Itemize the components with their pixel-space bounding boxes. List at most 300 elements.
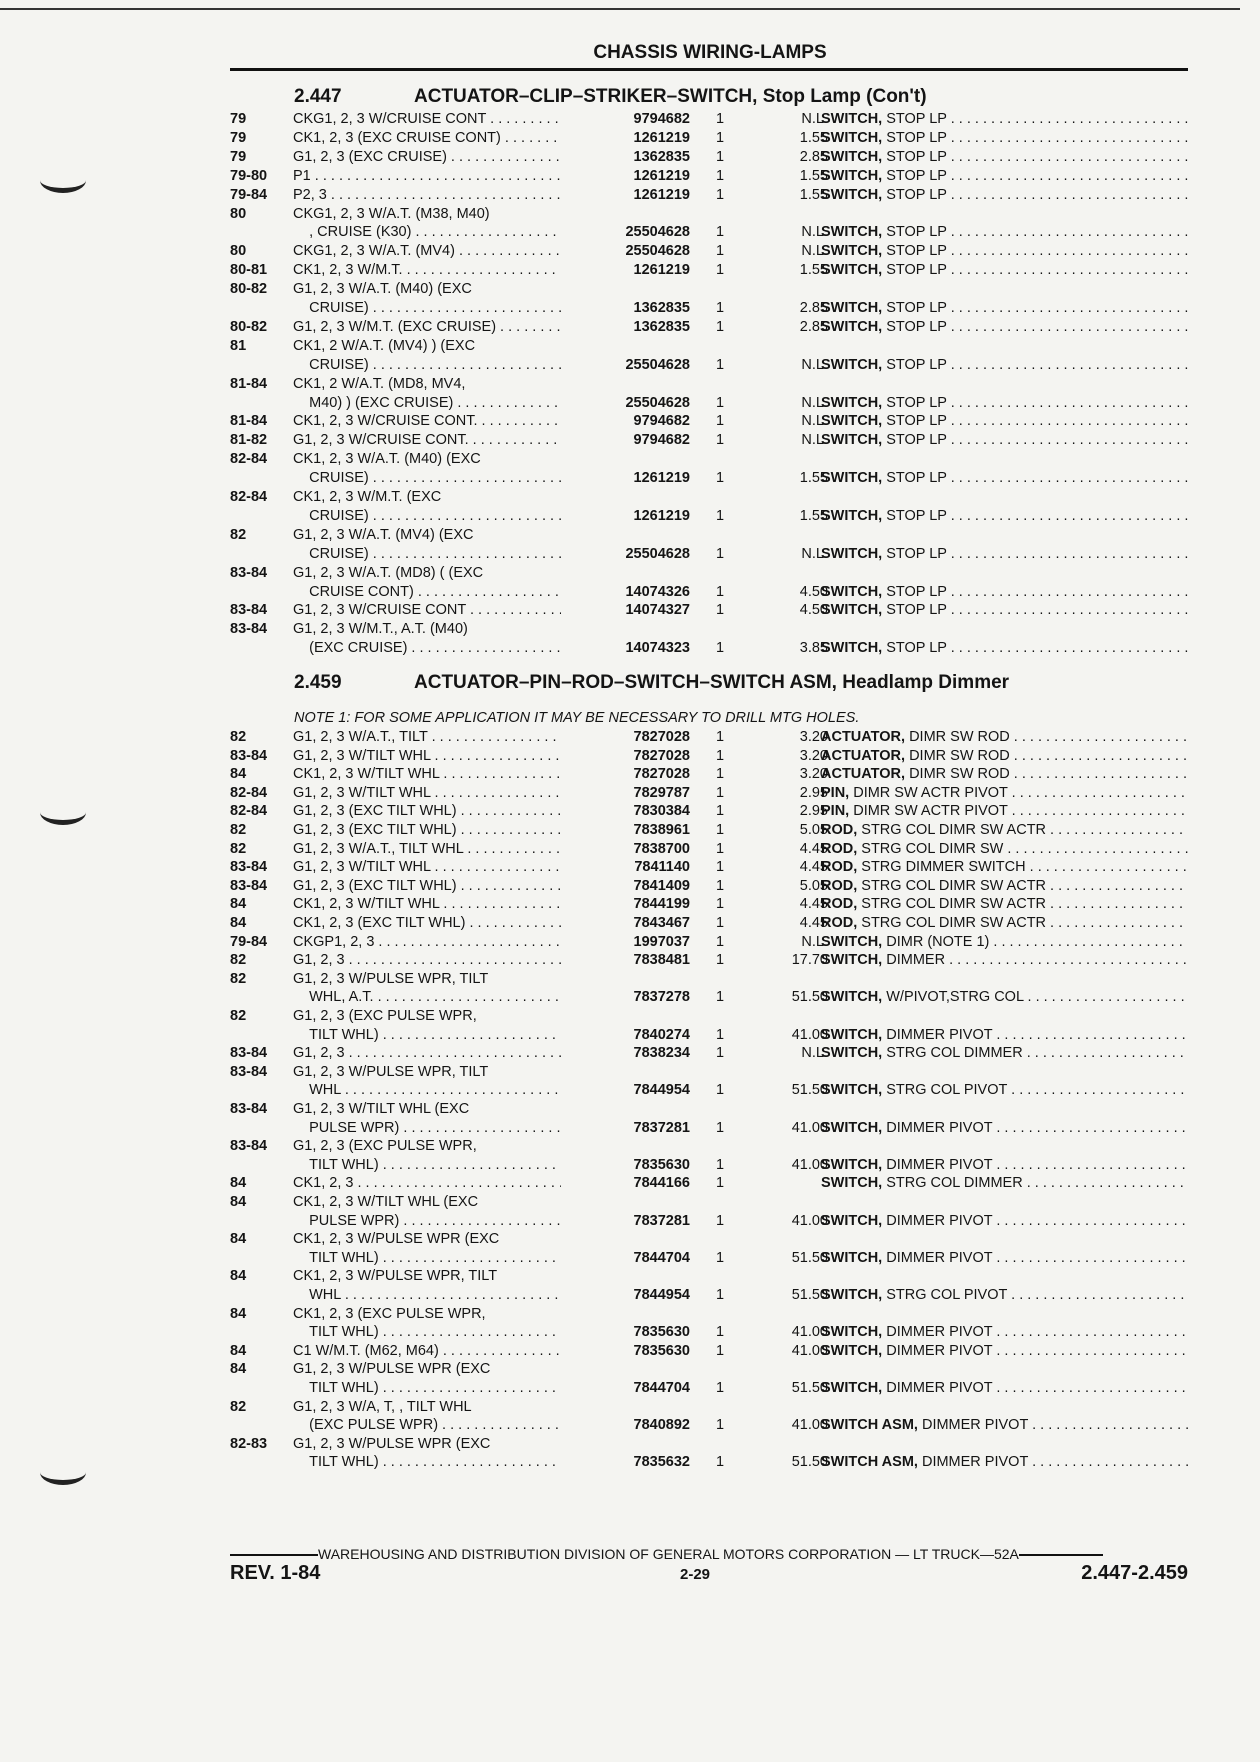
application: CKGP1, 2, 3 . . . bbox=[293, 933, 561, 952]
table-row bbox=[230, 1081, 1188, 1100]
description: ACTUATOR, DIMR SW ROD . . . bbox=[821, 765, 1188, 784]
description-noun: SWITCH, bbox=[821, 1212, 883, 1229]
price: N.L. bbox=[801, 432, 828, 449]
application: G1, 2, 3 W/TILT WHL . . . bbox=[293, 747, 561, 766]
part-number: 25504628 bbox=[625, 243, 690, 260]
description: SWITCH, STOP LP . . . bbox=[821, 601, 1188, 620]
footer-division-text: WAREHOUSING AND DISTRIBUTION DIVISION OF GENERAL MOTORS CORPORATION — LT TRUCK—52A bbox=[318, 1546, 1019, 1562]
table-row-continued bbox=[230, 1137, 1188, 1156]
application: G1, 2, 3 . . . bbox=[293, 951, 561, 970]
quantity: 1 bbox=[715, 766, 725, 783]
description-noun: ACTUATOR, bbox=[821, 729, 906, 745]
description: ROD, STRG COL DIMR SW ACTR . . . bbox=[821, 821, 1188, 840]
page-number: 2-29 bbox=[680, 1566, 711, 1583]
description-noun: ROD, bbox=[821, 877, 858, 894]
footer-division bbox=[230, 1546, 1188, 1562]
price: N.L. bbox=[801, 356, 828, 373]
table-row-continued bbox=[230, 564, 1188, 583]
application: CK1, 2, 3 W/PULSE WPR (EXC bbox=[293, 1231, 500, 1248]
description-noun: SWITCH, bbox=[821, 507, 883, 524]
description: ROD, STRG DIMMER SWITCH . . . bbox=[821, 858, 1188, 877]
model-year: 82 bbox=[230, 970, 247, 987]
section-heading-2447 bbox=[294, 84, 927, 110]
section-range: 2.447-2.459 bbox=[1081, 1562, 1188, 1584]
model-year: 79-84 bbox=[230, 186, 268, 203]
section-title: ACTUATOR–CLIP–STRIKER–SWITCH, Stop Lamp (Con't) bbox=[414, 86, 927, 107]
part-number: 7827028 bbox=[633, 747, 690, 764]
description-noun: SWITCH, bbox=[821, 1175, 883, 1192]
quantity: 1 bbox=[715, 1380, 725, 1396]
model-year: 84 bbox=[230, 1231, 247, 1248]
description: ROD, STRG COL DIMR SW ACTR . . . bbox=[821, 895, 1188, 914]
table-row bbox=[230, 1156, 1188, 1175]
description: SWITCH, STOP LP . . . bbox=[821, 223, 1188, 242]
quantity: 1 bbox=[715, 1045, 725, 1062]
table-row bbox=[230, 167, 1188, 186]
quantity: 1 bbox=[715, 602, 725, 619]
description-noun: SWITCH, bbox=[821, 413, 883, 430]
model-year: 83-84 bbox=[230, 747, 268, 764]
description-noun: SWITCH, bbox=[821, 952, 883, 969]
application: G1, 2, 3 W/TILT WHL . . . bbox=[293, 784, 561, 803]
description: SWITCH, DIMMER PIVOT . . . bbox=[821, 1323, 1188, 1342]
quantity: 1 bbox=[715, 859, 725, 876]
description-noun: SWITCH, bbox=[821, 186, 883, 203]
application: CK1, 2, 3 W/CRUISE CONT. . . . bbox=[293, 412, 561, 431]
application: TILT WHL) . . . bbox=[293, 1323, 561, 1342]
part-number: 7837281 bbox=[633, 1119, 690, 1136]
table-row bbox=[230, 1342, 1188, 1361]
description-noun: SWITCH, bbox=[821, 470, 883, 487]
application: G1, 2, 3 (EXC TILT WHL) . . . bbox=[293, 821, 561, 840]
application: TILT WHL) . . . bbox=[293, 1379, 561, 1398]
quantity: 1 bbox=[715, 1156, 725, 1173]
application: (EXC CRUISE) . . . bbox=[293, 639, 561, 658]
description-noun: SWITCH, bbox=[821, 111, 883, 127]
application: C1 W/M.T. (M62, M64) . . . bbox=[293, 1342, 561, 1361]
description: SWITCH, STOP LP . . . bbox=[821, 129, 1188, 148]
description: SWITCH, DIMMER . . . bbox=[821, 951, 1188, 970]
application: G1, 2, 3 (EXC CRUISE) . . . bbox=[293, 148, 561, 167]
part-number: 7830384 bbox=[633, 803, 690, 820]
price: 41.00 bbox=[791, 1119, 828, 1136]
description-noun: ACTUATOR, bbox=[821, 747, 906, 764]
quantity: 1 bbox=[715, 1082, 725, 1099]
quantity: 1 bbox=[715, 129, 725, 146]
description-noun: SWITCH, bbox=[821, 640, 883, 657]
price: 41.00 bbox=[791, 1417, 828, 1434]
model-year: 82 bbox=[230, 1398, 247, 1415]
description-noun: SWITCH ASM, bbox=[821, 1454, 918, 1471]
description: ACTUATOR, DIMR SW ROD . . . bbox=[821, 728, 1188, 747]
model-year: 80-82 bbox=[230, 281, 268, 298]
part-number: 25504628 bbox=[625, 545, 690, 562]
table-row-continued bbox=[230, 450, 1188, 469]
model-year: 83-84 bbox=[230, 859, 268, 876]
description-noun: SWITCH, bbox=[821, 148, 883, 165]
table-row-continued bbox=[230, 1100, 1188, 1119]
application: TILT WHL) . . . bbox=[293, 1156, 561, 1175]
price: 4.45 bbox=[799, 896, 828, 913]
application: G1, 2, 3 W/A, T, , TILT WHL bbox=[293, 1398, 472, 1415]
quantity: 1 bbox=[715, 933, 725, 950]
model-year: 81-82 bbox=[230, 432, 268, 449]
price: 41.00 bbox=[791, 1342, 828, 1359]
model-year: 84 bbox=[230, 915, 247, 931]
application: G1, 2, 3 W/M.T., A.T. (M40) bbox=[293, 621, 468, 638]
table-row bbox=[230, 148, 1188, 167]
table-row bbox=[230, 765, 1188, 784]
table-row-continued bbox=[230, 1305, 1188, 1324]
model-year: 83-84 bbox=[230, 1138, 268, 1155]
price: 51.50 bbox=[791, 989, 828, 1006]
application: G1, 2, 3 W/A.T., TILT WHL . . . bbox=[293, 840, 561, 859]
table-row bbox=[230, 186, 1188, 205]
table-row-continued bbox=[230, 970, 1188, 989]
description-noun: PIN, bbox=[821, 784, 850, 801]
description: PIN, DIMR SW ACTR PIVOT . . . bbox=[821, 784, 1188, 803]
part-number: 7840892 bbox=[633, 1417, 690, 1434]
part-number: 9794682 bbox=[633, 432, 690, 449]
description-noun: SWITCH, bbox=[821, 1342, 883, 1359]
description-noun: SWITCH, bbox=[821, 1045, 883, 1062]
quantity: 1 bbox=[715, 952, 725, 969]
quantity: 1 bbox=[715, 729, 725, 745]
price: 1.55 bbox=[799, 167, 828, 184]
quantity: 1 bbox=[715, 1212, 725, 1229]
description: SWITCH, STOP LP . . . bbox=[821, 318, 1188, 337]
quantity: 1 bbox=[715, 583, 725, 600]
price: 2.85 bbox=[799, 300, 828, 316]
model-year: 84 bbox=[230, 1305, 247, 1322]
price: 1.55 bbox=[799, 470, 828, 487]
description: SWITCH, STOP LP . . . bbox=[821, 431, 1188, 450]
table-row bbox=[230, 110, 1188, 129]
description: SWITCH, STRG COL DIMMER . . . bbox=[821, 1174, 1188, 1193]
application: CRUISE) . . . bbox=[293, 545, 561, 564]
model-year: 79 bbox=[230, 148, 247, 165]
part-number: 7844954 bbox=[633, 1287, 690, 1303]
description-noun: SWITCH, bbox=[821, 1380, 883, 1396]
table-row bbox=[230, 1379, 1188, 1398]
description: SWITCH, STOP LP . . . bbox=[821, 412, 1188, 431]
application: WHL . . . bbox=[293, 1081, 561, 1100]
application: G1, 2, 3 W/PULSE WPR (EXC bbox=[293, 1435, 491, 1452]
table-row bbox=[230, 1119, 1188, 1138]
description: SWITCH, STOP LP . . . bbox=[821, 148, 1188, 167]
part-number: 7835632 bbox=[633, 1454, 690, 1471]
table-row bbox=[230, 1249, 1188, 1268]
description-noun: ROD, bbox=[821, 859, 858, 876]
part-number: 7844704 bbox=[633, 1380, 690, 1396]
description: SWITCH, DIMMER PIVOT . . . bbox=[821, 1342, 1188, 1361]
description-noun: SWITCH, bbox=[821, 1082, 883, 1099]
quantity: 1 bbox=[715, 186, 725, 203]
part-number: 1362835 bbox=[633, 300, 690, 316]
description-noun: SWITCH, bbox=[821, 602, 883, 619]
binder-hole-mark bbox=[40, 168, 86, 193]
description: SWITCH, DIMMER PIVOT . . . bbox=[821, 1212, 1188, 1231]
model-year: 79 bbox=[230, 111, 247, 127]
description: SWITCH, STRG COL DIMMER . . . bbox=[821, 1044, 1188, 1063]
part-number: 7841409 bbox=[633, 877, 690, 894]
part-number: 7838234 bbox=[633, 1045, 690, 1062]
application: G1, 2, 3 W/PULSE WPR, TILT bbox=[293, 970, 489, 987]
model-year: 82-84 bbox=[230, 451, 268, 468]
model-year: 82 bbox=[230, 526, 247, 543]
table-row bbox=[230, 895, 1188, 914]
part-number: 7843467 bbox=[633, 915, 690, 931]
application: CRUISE) . . . bbox=[293, 299, 561, 318]
model-year: 80 bbox=[230, 243, 247, 260]
part-number: 7837281 bbox=[633, 1212, 690, 1229]
description-noun: SWITCH, bbox=[821, 262, 883, 279]
application: CRUISE) . . . bbox=[293, 507, 561, 526]
application: CKG1, 2, 3 W/CRUISE CONT . . . bbox=[293, 110, 561, 129]
quantity: 1 bbox=[715, 784, 725, 801]
table-row-continued bbox=[230, 526, 1188, 545]
part-number: 1261219 bbox=[633, 129, 690, 146]
price: N.L. bbox=[801, 394, 828, 411]
table-row bbox=[230, 223, 1188, 242]
model-year: 79-80 bbox=[230, 167, 268, 184]
description-noun: SWITCH ASM, bbox=[821, 1417, 918, 1434]
model-year: 83-84 bbox=[230, 1063, 268, 1080]
application: CKG1, 2, 3 W/A.T. (M38, M40) bbox=[293, 205, 490, 222]
quantity: 1 bbox=[715, 243, 725, 260]
revision-label: REV. 1-84 bbox=[230, 1562, 321, 1584]
description: ROD, STRG COL DIMR SW ACTR . . . bbox=[821, 877, 1188, 896]
price: 41.00 bbox=[791, 1212, 828, 1229]
price: N.L. bbox=[801, 243, 828, 260]
model-year: 84 bbox=[230, 766, 247, 783]
description: SWITCH ASM, DIMMER PIVOT . . . bbox=[821, 1453, 1188, 1472]
application: CKG1, 2, 3 W/A.T. (MV4) . . . bbox=[293, 242, 561, 261]
model-year: 79 bbox=[230, 129, 247, 146]
description: SWITCH, DIMR (NOTE 1) . . . bbox=[821, 933, 1188, 952]
quantity: 1 bbox=[715, 1175, 725, 1192]
price: 3.85 bbox=[799, 640, 828, 657]
price: 41.00 bbox=[791, 1026, 828, 1043]
description-noun: ACTUATOR, bbox=[821, 766, 906, 783]
application: M40) ) (EXC CRUISE) . . . bbox=[293, 394, 561, 413]
application: G1, 2, 3 W/CRUISE CONT . . . bbox=[293, 601, 561, 620]
description: SWITCH, DIMMER PIVOT . . . bbox=[821, 1156, 1188, 1175]
application: G1, 2, 3 (EXC TILT WHL) . . . bbox=[293, 802, 561, 821]
table-row bbox=[230, 356, 1188, 375]
table-row bbox=[230, 933, 1188, 952]
description-noun: SWITCH, bbox=[821, 1026, 883, 1043]
model-year: 79-84 bbox=[230, 933, 268, 950]
binder-hole-mark bbox=[40, 1460, 86, 1485]
table-row bbox=[230, 129, 1188, 148]
table-row bbox=[230, 1453, 1188, 1472]
price: N.L. bbox=[801, 933, 828, 950]
description: ACTUATOR, DIMR SW ROD . . . bbox=[821, 747, 1188, 766]
quantity: 1 bbox=[715, 1417, 725, 1434]
part-number: 7838700 bbox=[633, 840, 690, 857]
description-noun: SWITCH, bbox=[821, 1324, 883, 1341]
description: ROD, STRG COL DIMR SW . . . bbox=[821, 840, 1188, 859]
title-rule bbox=[230, 68, 1188, 71]
table-row-continued bbox=[230, 280, 1188, 299]
table-row bbox=[230, 431, 1188, 450]
price: 4.45 bbox=[799, 840, 828, 857]
table-row bbox=[230, 412, 1188, 431]
application: P2, 3 . . . bbox=[293, 186, 561, 205]
model-year: 82-84 bbox=[230, 784, 268, 801]
table-row-continued bbox=[230, 1398, 1188, 1417]
description: SWITCH, STOP LP . . . bbox=[821, 639, 1188, 658]
table-row bbox=[230, 1323, 1188, 1342]
part-number: 7838961 bbox=[633, 822, 690, 838]
part-number: 14074326 bbox=[625, 583, 690, 600]
description-noun: PIN, bbox=[821, 803, 850, 820]
table-row bbox=[230, 639, 1188, 658]
page-title: CHASSIS WIRING-LAMPS bbox=[593, 42, 827, 63]
part-number: 25504628 bbox=[625, 394, 690, 411]
part-number: 1261219 bbox=[633, 167, 690, 184]
table-row-continued bbox=[230, 1230, 1188, 1249]
part-number: 1261219 bbox=[633, 470, 690, 487]
model-year: 83-84 bbox=[230, 1045, 268, 1062]
table-row bbox=[230, 728, 1188, 747]
table-row-continued bbox=[230, 205, 1188, 224]
price: 3.20 bbox=[799, 729, 828, 745]
table-row-continued bbox=[230, 1360, 1188, 1379]
description: SWITCH, DIMMER PIVOT . . . bbox=[821, 1379, 1188, 1398]
model-year: 84 bbox=[230, 1342, 247, 1359]
page-top-rule bbox=[0, 8, 1240, 10]
application: G1, 2, 3 W/PULSE WPR, TILT bbox=[293, 1063, 489, 1080]
table-row bbox=[230, 914, 1188, 933]
price: 1.55 bbox=[799, 129, 828, 146]
table-row bbox=[230, 583, 1188, 602]
section-number: 2.459 bbox=[294, 672, 342, 693]
description: SWITCH, STOP LP . . . bbox=[821, 261, 1188, 280]
price: 41.00 bbox=[791, 1156, 828, 1173]
part-number: 7844954 bbox=[633, 1082, 690, 1099]
table-row bbox=[230, 242, 1188, 261]
application: CK1, 2, 3 W/PULSE WPR, TILT bbox=[293, 1268, 498, 1285]
part-number: 7840274 bbox=[633, 1026, 690, 1043]
table-row bbox=[230, 951, 1188, 970]
application: CK1, 2, 3 W/TILT WHL . . . bbox=[293, 895, 561, 914]
description: SWITCH, STOP LP . . . bbox=[821, 110, 1188, 129]
price: N.L. bbox=[801, 111, 828, 127]
application: CRUISE CONT) . . . bbox=[293, 583, 561, 602]
price: N.L. bbox=[801, 224, 828, 241]
table-row bbox=[230, 469, 1188, 488]
description: SWITCH, W/PIVOT,STRG COL . . . bbox=[821, 988, 1188, 1007]
application: G1, 2, 3 W/M.T. (EXC CRUISE) . . . bbox=[293, 318, 561, 337]
part-number: 1362835 bbox=[633, 318, 690, 335]
model-year: 84 bbox=[230, 1268, 247, 1285]
quantity: 1 bbox=[715, 148, 725, 165]
part-number: 7841140 bbox=[634, 859, 690, 876]
application: G1, 2, 3 W/A.T. (M40) (EXC bbox=[293, 281, 472, 298]
quantity: 1 bbox=[715, 1026, 725, 1043]
price: 4.45 bbox=[799, 859, 828, 876]
quantity: 1 bbox=[715, 318, 725, 335]
quantity: 1 bbox=[715, 356, 725, 373]
model-year: 83-84 bbox=[230, 1101, 268, 1117]
description-noun: ROD, bbox=[821, 896, 858, 913]
model-year: 80 bbox=[230, 205, 247, 222]
description-noun: SWITCH, bbox=[821, 432, 883, 449]
table-row bbox=[230, 877, 1188, 896]
price: 4.50 bbox=[799, 602, 828, 619]
application: (EXC PULSE WPR) . . . bbox=[293, 1416, 561, 1435]
price: 41.00 bbox=[791, 1324, 828, 1341]
application: CK1, 2 W/A.T. (MD8, MV4, bbox=[293, 375, 466, 392]
description: SWITCH, DIMMER PIVOT . . . bbox=[821, 1119, 1188, 1138]
quantity: 1 bbox=[715, 545, 725, 562]
quantity: 1 bbox=[715, 224, 725, 241]
application: G1, 2, 3 W/A.T. (MV4) (EXC bbox=[293, 526, 474, 543]
table-row bbox=[230, 601, 1188, 620]
description-noun: SWITCH, bbox=[821, 1249, 883, 1266]
quantity: 1 bbox=[715, 1249, 725, 1266]
price: 2.95 bbox=[799, 784, 828, 801]
table-row bbox=[230, 802, 1188, 821]
description-noun: SWITCH, bbox=[821, 1156, 883, 1173]
application: PULSE WPR) . . . bbox=[293, 1212, 561, 1231]
model-year: 82 bbox=[230, 952, 247, 969]
table-row-continued bbox=[230, 337, 1188, 356]
description: SWITCH, STOP LP . . . bbox=[821, 507, 1188, 526]
table-row bbox=[230, 858, 1188, 877]
model-year: 80-81 bbox=[230, 262, 268, 279]
description-noun: SWITCH, bbox=[821, 545, 883, 562]
part-number: 7837278 bbox=[633, 989, 690, 1006]
description: SWITCH, STOP LP . . . bbox=[821, 186, 1188, 205]
quantity: 1 bbox=[715, 394, 725, 411]
quantity: 1 bbox=[715, 1324, 725, 1341]
application: TILT WHL) . . . bbox=[293, 1249, 561, 1268]
description: SWITCH, DIMMER PIVOT . . . bbox=[821, 1249, 1188, 1268]
quantity: 1 bbox=[715, 915, 725, 931]
quantity: 1 bbox=[715, 262, 725, 279]
application: G1, 2, 3 W/CRUISE CONT. . . . bbox=[293, 431, 561, 450]
model-year: 82-84 bbox=[230, 489, 268, 505]
model-year: 81-84 bbox=[230, 375, 268, 392]
description: SWITCH, STOP LP . . . bbox=[821, 167, 1188, 186]
description: PIN, DIMR SW ACTR PIVOT . . . bbox=[821, 802, 1188, 821]
description: SWITCH, STOP LP . . . bbox=[821, 299, 1188, 318]
description-noun: ROD, bbox=[821, 840, 858, 857]
part-number: 7835630 bbox=[633, 1342, 690, 1359]
part-number: 1261219 bbox=[633, 262, 690, 279]
table-row bbox=[230, 318, 1188, 337]
quantity: 1 bbox=[715, 640, 725, 657]
description-noun: SWITCH, bbox=[821, 933, 883, 950]
table-row bbox=[230, 1212, 1188, 1231]
price: 51.50 bbox=[791, 1454, 828, 1471]
description-noun: SWITCH, bbox=[821, 394, 883, 411]
table-row bbox=[230, 1286, 1188, 1305]
quantity: 1 bbox=[715, 167, 725, 184]
section-number: 2.447 bbox=[294, 86, 342, 107]
quantity: 1 bbox=[715, 822, 725, 838]
model-year: 80-82 bbox=[230, 318, 268, 335]
application: PULSE WPR) . . . bbox=[293, 1119, 561, 1138]
table-row bbox=[230, 747, 1188, 766]
quantity: 1 bbox=[715, 507, 725, 524]
table-row-continued bbox=[230, 1193, 1188, 1212]
model-year: 84 bbox=[230, 1194, 247, 1210]
model-year: 82 bbox=[230, 840, 247, 857]
